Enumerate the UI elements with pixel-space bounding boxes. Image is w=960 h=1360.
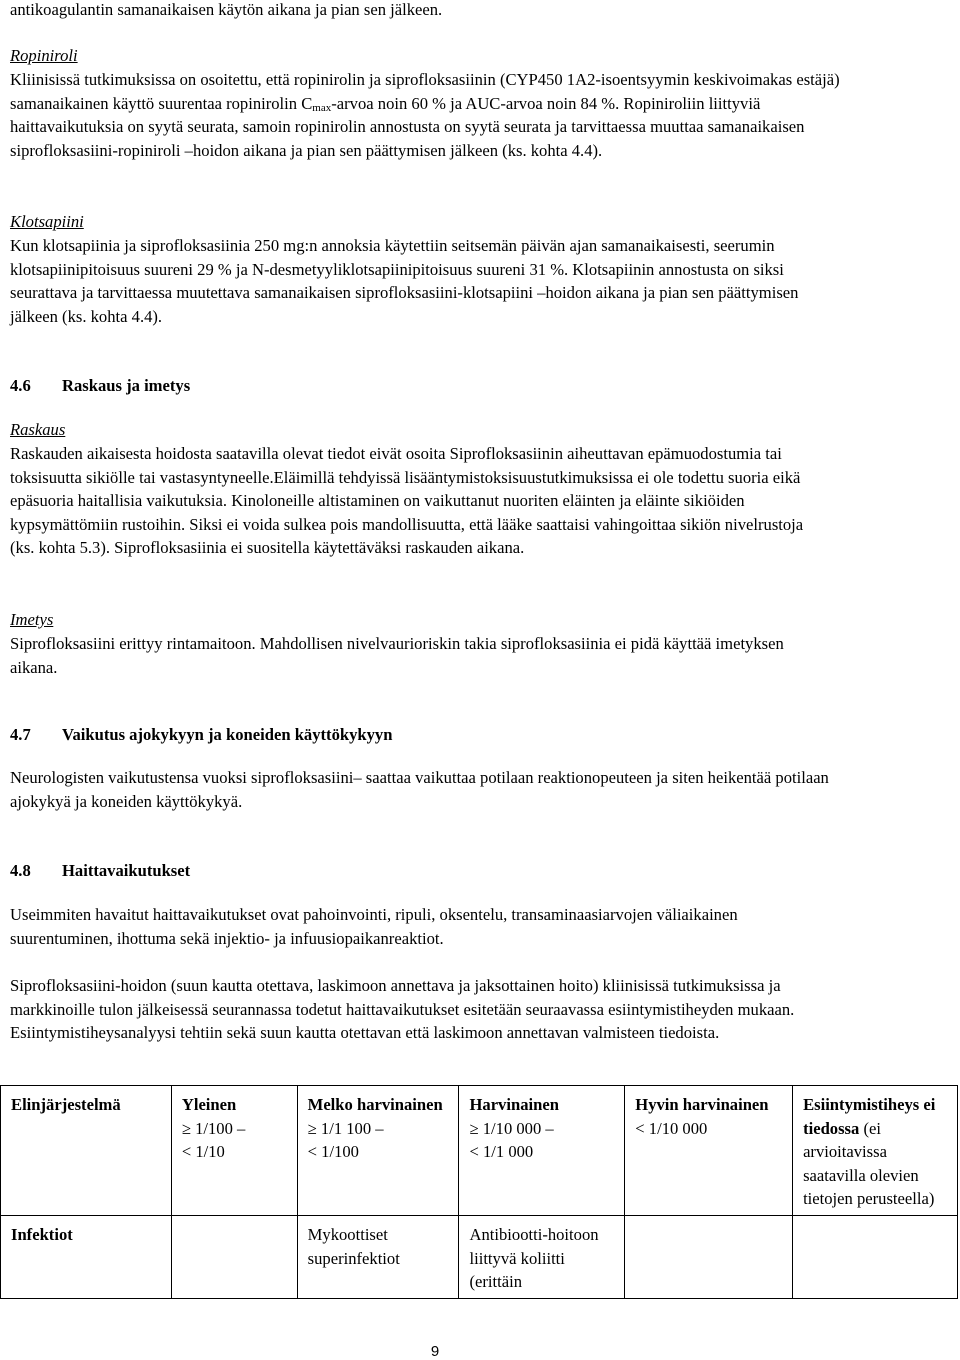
table-header-cell: Harvinainen ≥ 1/10 000 – < 1/1 000 <box>459 1086 625 1216</box>
section-4-7-text: Neurologisten vaikutustensa vuoksi siprofloksasiini– saattaa vaikuttaa potilaan reaktionopeuteen ja siten heikentää potilaan ajokykyä ja koneiden käyttökykyä. <box>10 768 829 811</box>
table-cell: Mykoottiset superinfektiot <box>297 1215 459 1298</box>
section-4-8-para-1: Useimmiten havaitut haittavaikutukset ovat pahoinvointi, ripuli, oksentelu, transaminaasiarvojen väliaikainen suurentuminen, ihottuma sekä injektio- ja infuusiopaikanreaktiot. <box>10 905 738 948</box>
page-number: 9 <box>430 1343 440 1360</box>
table-cell <box>793 1215 958 1298</box>
clozapine-text: Kun klotsapiinia ja siprofloksasiinia 250 mg:n annoksia käytettiin seitsemän päivän ajan samanaikaisesti, seerumin klotsapiinipitoisuus suureni 29 % ja N-desmetyyliklotsapiinipitoisuus suureni 31 %. Klotsapiinin annostusta on siksi seurattava ja tarvittaessa muutettava samanaikaisen siprofloksasiini-klotsapiini –hoidon aikana ja pian sen päättymisen jälkeen (ks. kohta 4.4). <box>10 236 799 326</box>
lactation-title: Imetys <box>10 610 54 629</box>
section-4-8-heading: 4.8 Haittavaikutukset <box>10 861 191 880</box>
section-4-6-heading: 4.6 Raskaus ja imetys <box>10 376 191 395</box>
ropinirole-title: Ropiniroli <box>10 46 78 65</box>
table-row <box>1 1215 958 1298</box>
table-cell <box>171 1215 297 1298</box>
adverse-effects-table <box>0 1085 958 1299</box>
ropinirole-text: Kliinisissä tutkimuksissa on osoitettu, että ropinirolin ja siprofloksasiinin (CYP450 1A2-isoentsyymin keskivoimakas estäjä) samanaikainen käyttö suurentaa ropinirolin $C_{max}$-arvoa noin 60 % ja AUC-arvoa noin 84 %. Ropiniroliin liittyviä haittavaikutuksia on syytä seurata, samoin ropinirolin annostusta on syytä seurata ja tarvittaessa muuttaa samanaikaisen siprofloksasiini-ropiniroli –hoidon aikana ja pian sen päättymisen jälkeen (ks. kohta 4.4). <box>10 70 840 160</box>
table-header-cell: Elinjärjestelmä <box>1 1086 172 1216</box>
table-cell <box>625 1215 793 1298</box>
table-cell: Antibiootti-hoitoon liittyvä koliitti (erittäin <box>459 1215 625 1298</box>
table-cell: Infektiot <box>1 1215 172 1298</box>
table-header-row <box>1 1086 958 1216</box>
lactation-text: Siprofloksasiini erittyy rintamaitoon. Mahdollisen nivelvaurioriskin takia siprofloksasiinia ei pidä käyttää imetyksen aikana. <box>10 634 784 677</box>
pregnancy-title: Raskaus <box>10 420 66 439</box>
clozapine-title: Klotsapiini <box>10 212 84 231</box>
section-4-8-para-2: Siprofloksasiini-hoidon (suun kautta otettava, laskimoon annettava ja jaksottainen hoito) kliinisissä tutkimuksissa ja markkinoille tulon jälkeisessä seurannassa todetut haittavaikutukset esitetään seuraavassa esiintymistiheyden mukaan. Esiintymistiheysanalyysi tehtiin sekä suun kautta otettavan että laskimoon annettavan valmisteen tiedoista. <box>10 976 795 1043</box>
section-4-7-heading: 4.7 Vaikutus ajokykyyn ja koneiden käyttökykyyn <box>10 725 393 744</box>
table-header-cell: Melko harvinainen ≥ 1/1 100 – < 1/100 <box>297 1086 459 1216</box>
top-line: antikoagulantin samanaikaisen käytön aikana ja pian sen jälkeen. <box>10 0 443 19</box>
table-header-cell: Hyvin harvinainen < 1/10 000 <box>625 1086 793 1216</box>
pregnancy-text: Raskauden aikaisesta hoidosta saatavilla olevat tiedot eivät osoita Siprofloksasiinin aiheuttavan epämuodostumia tai toksisuutta sikiölle tai vastasyntyneelle.Eläimillä tehdyissä lisääntymistoksisuustutkimuksissa ei ole todettu suoria eikä epäsuoria haitallisia vaikutuksia. Kinoloneille altistaminen on vaikuttanut nuoriten eläinten ja eläinte sikiöiden kypsymättömiin rustoihin. Siksi ei voida sulkea pois mandollisuutta, että lääke saattaisi vahingoittaa sikiön nivelrustoja (ks. kohta 5.3). Siprofloksasiinia ei suositella käytettäväksi raskauden aikana. <box>10 444 804 558</box>
table-header-cell: Yleinen ≥ 1/100 – < 1/10 <box>171 1086 297 1216</box>
table-header-cell: Esiintymistiheys ei tiedossa (ei arvioitavissa saatavilla olevien tietojen perusteella) <box>793 1086 958 1216</box>
